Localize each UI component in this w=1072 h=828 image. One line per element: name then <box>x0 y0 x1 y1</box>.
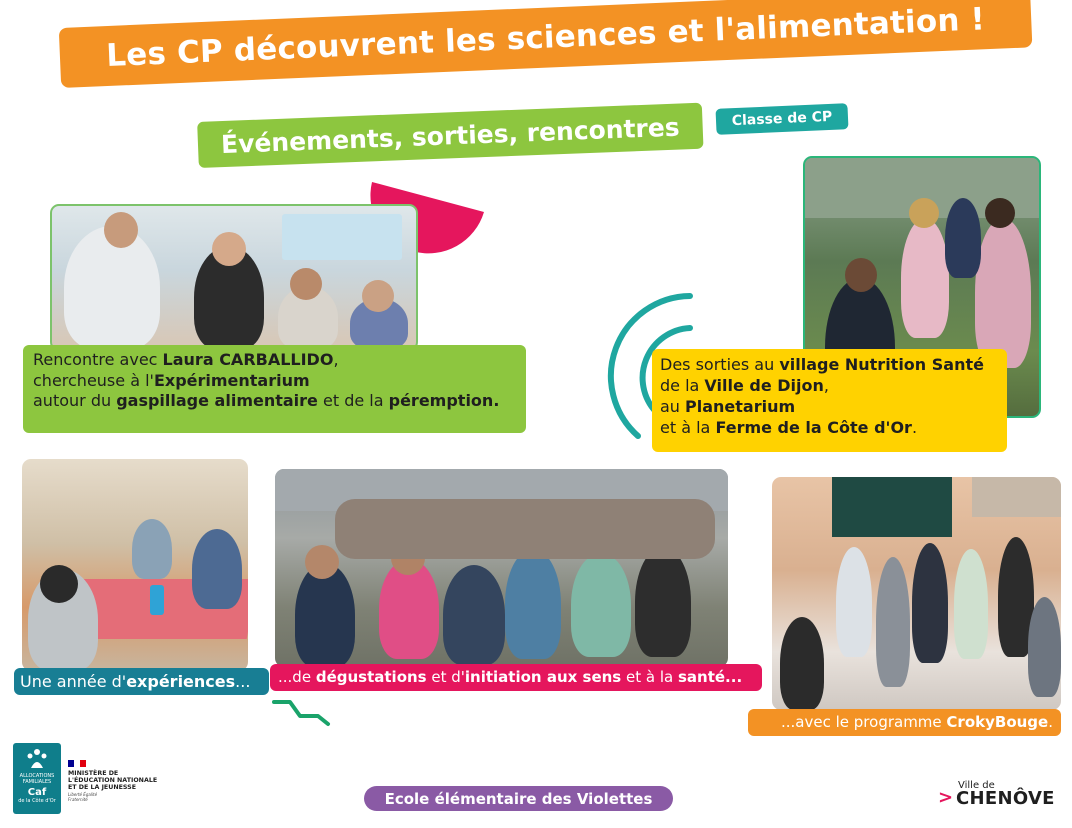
ministere-name: MINISTÈRE DE L'ÉDUCATION NATIONALE ET DE LA JEUNESSE <box>68 770 158 791</box>
caption-sorties <box>652 349 1007 452</box>
ville-chenove-logo <box>938 780 1058 810</box>
caf-line3: de la Côte d'Or <box>18 798 56 804</box>
caf-family-icon <box>25 748 49 770</box>
caption-bold: santé... <box>677 668 743 686</box>
caption-bold: CrokyBouge <box>946 713 1049 731</box>
caption-text: de la <box>660 376 705 395</box>
subtitle-banner <box>197 103 703 168</box>
caption-text: , <box>333 350 339 369</box>
caption-bold: Planetarium <box>685 397 796 416</box>
page-subtitle: Événements, sorties, rencontres <box>220 112 681 159</box>
caf-line1: ALLOCATIONS FAMILIALES <box>19 773 55 785</box>
photo-crokybouge-activity <box>772 477 1061 710</box>
ministere-logo <box>68 760 158 810</box>
caption-bold: Laura CARBALLIDO <box>162 350 334 369</box>
caption-laura-carballido <box>23 345 526 433</box>
caption-bold: péremption. <box>388 391 500 410</box>
photo-classroom-meeting <box>50 204 418 351</box>
caption-text: Rencontre avec <box>33 350 163 369</box>
caption-crokybouge <box>748 709 1061 736</box>
caption-text: au <box>660 397 686 416</box>
caption-text: et de la <box>317 391 389 410</box>
caption-bold: gaspillage alimentaire <box>116 391 318 410</box>
caption-bold: Ferme de la Côte d'Or <box>715 418 912 437</box>
caption-text: . <box>911 418 918 437</box>
caption-bold: initiation aux sens <box>464 668 622 686</box>
french-flag-icon <box>68 760 86 767</box>
caption-bold: village Nutrition Santé <box>779 355 984 374</box>
caption-bold: dégustations <box>315 668 427 686</box>
city-name: CHENÔVE <box>956 788 1055 809</box>
school-name: Ecole élémentaire des Violettes <box>364 786 673 811</box>
caption-bold: expériences <box>126 672 236 691</box>
photo-tasting-group <box>275 469 728 667</box>
title-banner <box>59 0 1033 88</box>
ministere-motto: Liberté Égalité Fraternité <box>68 792 98 802</box>
caption-text: et d' <box>426 668 465 686</box>
caption-text: chercheuse à l' <box>33 370 154 390</box>
caption-text: Des sorties au <box>660 355 780 374</box>
caption-degustations <box>270 664 762 691</box>
caption-text: , <box>823 376 829 395</box>
caf-line2: Caf <box>27 787 47 798</box>
city-prefix: Ville de <box>958 780 995 791</box>
caption-text: . <box>1048 713 1053 731</box>
green-zigzag-decoration <box>270 696 334 728</box>
caption-text: ...avec le programme <box>781 713 947 731</box>
class-tag: Classe de CP <box>715 103 848 135</box>
caf-logo <box>13 743 61 814</box>
caption-text: et à la <box>621 668 678 686</box>
city-arrow-icon: > <box>938 787 954 808</box>
caption-text: Une année d' <box>20 672 127 691</box>
page-title: Les CP découvrent les sciences et l'alimentation ! <box>105 1 986 75</box>
caption-experiences <box>14 668 269 695</box>
caption-text: ...de <box>278 668 316 686</box>
caption-bold: Expérimentarium <box>153 370 310 390</box>
caption-text: ... <box>235 672 251 691</box>
caption-bold: Ville de Dijon <box>704 376 824 395</box>
caption-text: autour du <box>33 391 117 410</box>
photo-experiments <box>22 459 248 671</box>
caption-text: et à la <box>660 418 716 437</box>
